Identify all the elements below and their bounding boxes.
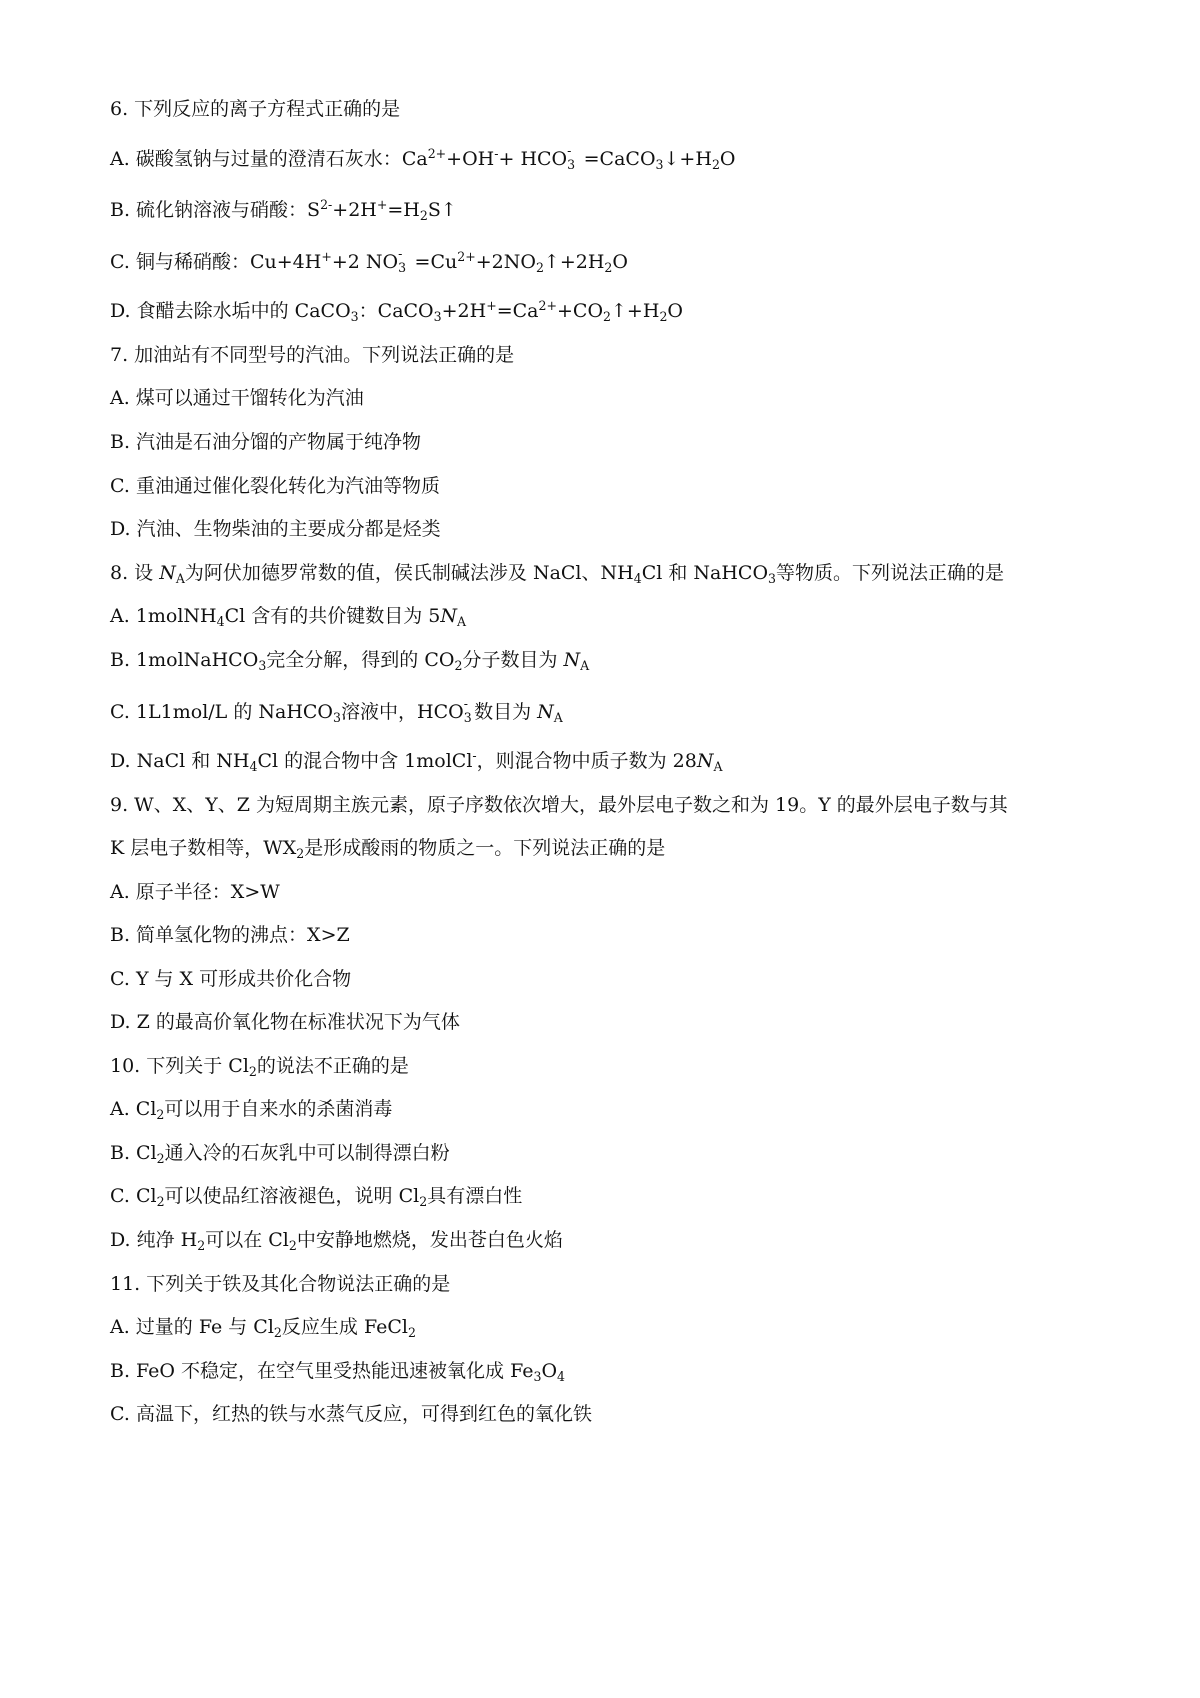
q7-b-text: B. 汽油是石油分馏的产物属于纯净物 [110, 431, 422, 453]
question-8-option-b [110, 648, 589, 672]
eq-sub: 2 [419, 207, 428, 223]
eq-part: =H [387, 199, 420, 221]
eq-sub: 2 [711, 156, 720, 172]
question-10-option-a [110, 1097, 392, 1121]
q8-stem-part: Cl 和 NaHCO [641, 562, 769, 584]
question-9-stem-line1 [110, 793, 1008, 817]
question-8-option-d [110, 749, 723, 773]
eq-part: +CO [556, 300, 604, 322]
question-11-option-a [110, 1315, 416, 1339]
eq-sup: - [398, 246, 403, 262]
eq-sup: - [567, 143, 572, 159]
q11-a-part: 反应生成 FeCl [281, 1316, 408, 1338]
question-10-option-b [110, 1141, 450, 1165]
eq-sub: 4 [216, 613, 225, 629]
eq-sup: + [321, 249, 332, 265]
avogadro-symbol: N [440, 605, 458, 627]
eq-part: +OH [446, 148, 495, 170]
eq-sup: 2+ [427, 146, 447, 162]
q6-b-equation [307, 199, 457, 221]
eq-sub: 2 [156, 1106, 165, 1122]
q6-a-equation [401, 143, 736, 172]
question-10-stem [110, 1054, 409, 1078]
q8-b-part: B. 1molNaHCO [110, 649, 259, 671]
q9-a-text: A. 原子半径：X>W [110, 881, 280, 903]
q10-d-part: 中安静地燃烧，发出苍白色火焰 [296, 1229, 563, 1251]
eq-sub: 3 [463, 709, 472, 725]
q6-d-label: D. 食醋去除水垢中的 CaCO [110, 300, 351, 322]
q8-stem-part: 为阿伏加德罗常数的值，侯氏制碱法涉及 NaCl、NH [184, 562, 634, 584]
q6-stem-text: 6. 下列反应的离子方程式正确的是 [110, 98, 401, 120]
eq-part: S [307, 199, 321, 221]
eq-part: =Ca [496, 300, 539, 322]
q10-stem-part: 的说法不正确的是 [256, 1055, 409, 1077]
eq-sub: 3 [533, 1368, 542, 1384]
question-9-option-a [110, 880, 280, 904]
q9-c-text: C. Y 与 X 可形成共价化合物 [110, 968, 352, 990]
question-10-option-c [110, 1184, 522, 1208]
eq-part: ↓+H [663, 148, 712, 170]
eq-sub: 2 [419, 1193, 428, 1209]
eq-sup: + [486, 298, 497, 314]
q11-stem-text: 11. 下列关于铁及其化合物说法正确的是 [110, 1273, 451, 1295]
question-7-stem [110, 343, 514, 367]
eq-sup: 2+ [457, 249, 476, 265]
eq-sub: A [713, 758, 723, 774]
question-11-stem [110, 1272, 450, 1296]
eq-sub: 2 [288, 1237, 297, 1253]
q9-stem-part: 是形成酸雨的物质之一。下列说法正确的是 [304, 837, 666, 859]
eq-part: O [612, 251, 628, 273]
eq-sub: 3 [333, 709, 341, 725]
question-8-stem [110, 561, 1004, 585]
eq-sub: 2 [156, 1193, 165, 1209]
q8-c-part: 溶液中， [340, 701, 417, 723]
question-6-stem [110, 97, 400, 121]
eq-sub: 4 [633, 570, 642, 586]
eq-part: +2NO [475, 251, 536, 273]
eq-sub: 2 [407, 1324, 416, 1340]
q6-c-label: C. 铜与稀硝酸： [110, 251, 250, 273]
avogadro-symbol: N [696, 750, 714, 772]
q8-d-part: D. NaCl 和 NH [110, 750, 250, 772]
eq-sub: 3 [567, 156, 576, 172]
eq-part: +2 NO [331, 251, 399, 273]
q10-a-part: A. Cl [110, 1098, 157, 1120]
eq-stack [463, 696, 474, 725]
eq-part: +2H [441, 300, 487, 322]
q10-c-part: C. Cl [110, 1185, 157, 1207]
eq-part: =Cu [408, 251, 458, 273]
eq-part: O [719, 148, 736, 170]
question-6-option-a [110, 143, 736, 172]
eq-sup: 2+ [538, 298, 557, 314]
q9-b-text: B. 简单氢化物的沸点：X>Z [110, 924, 350, 946]
eq-sub: 3 [655, 156, 664, 172]
eq-sub: 2 [296, 845, 305, 861]
eq-sub: 2 [603, 308, 612, 324]
q8-a-part: Cl 含有的共价键数目为 5 [224, 605, 441, 627]
q9-d-text: D. Z 的最高价氧化物在标准状况下为气体 [110, 1011, 460, 1033]
q10-stem-part: 10. 下列关于 Cl [110, 1055, 249, 1077]
q6-d-equation [378, 300, 683, 322]
eq-sub: A [580, 657, 590, 673]
q11-a-part: A. 过量的 Fe 与 Cl [110, 1316, 274, 1338]
eq-part: CaCO [377, 300, 434, 322]
avogadro-symbol: N [563, 649, 581, 671]
question-11-option-c [110, 1402, 592, 1426]
question-7-option-d [110, 517, 441, 541]
q7-d-text: D. 汽油、生物柴油的主要成分都是烃类 [110, 518, 441, 540]
eq-sub: A [457, 613, 467, 629]
q8-d-part: Cl 的混合物中含 1molCl [257, 750, 473, 772]
eq-sup: - [472, 748, 477, 764]
eq-sup: - [463, 696, 468, 712]
q7-c-text: C. 重油通过催化裂化转化为汽油等物质 [110, 475, 440, 497]
avogadro-symbol: N [159, 562, 176, 584]
question-9-option-b [110, 923, 350, 947]
eq-part: Cu+4H [249, 251, 322, 273]
eq-sub: 2 [659, 308, 668, 324]
question-8-option-c [110, 696, 563, 725]
q9-stem-text: 9. W、X、Y、Z 为短周期主族元素，原子序数依次增大，最外层电子数之和为 19。Y 的最外层电子数与其 [110, 794, 1008, 816]
q6-a-label: A. 碳酸氢钠与过量的澄清石灰水： [110, 148, 402, 170]
eq-stack [398, 246, 408, 275]
q10-a-part: 可以用于自来水的杀菌消毒 [164, 1098, 393, 1120]
eq-part: +2H [332, 199, 377, 221]
q7-stem-text: 7. 加油站有不同型号的汽油。下列说法正确的是 [110, 344, 515, 366]
eq-sub: 3 [350, 308, 359, 324]
eq-sup: - [494, 146, 499, 162]
q10-c-part: 具有漂白性 [427, 1185, 523, 1207]
eq-part: + HCO [498, 148, 568, 170]
eq-part: ↑+H [611, 300, 660, 322]
q6-c-equation [249, 246, 628, 275]
eq-sub: 2 [454, 657, 463, 673]
q10-d-part: D. 纯净 H [110, 1229, 198, 1251]
q10-b-part: 通入冷的石灰乳中可以制得漂白粉 [164, 1142, 450, 1164]
q8-d-part: ，则混合物中质子数为 28 [476, 750, 697, 772]
eq-sub: 2 [535, 259, 544, 275]
question-9-option-d [110, 1010, 460, 1034]
eq-sub: 2 [248, 1063, 257, 1079]
question-9-option-c [110, 967, 351, 991]
question-6-option-d [110, 299, 683, 323]
eq-part: ↑+2H [543, 251, 605, 273]
question-11-option-b [110, 1359, 565, 1383]
eq-sup: + [376, 197, 388, 213]
q8-c-part: C. 1L1mol/L 的 NaHCO [110, 701, 333, 723]
eq-sub: 2 [604, 259, 613, 275]
q8-b-part: 完全分解，得到的 CO [266, 649, 455, 671]
q8-b-part: 分子数目为 [462, 649, 564, 671]
question-8-option-a [110, 604, 466, 628]
question-7-option-c [110, 474, 440, 498]
eq-sub: 3 [433, 308, 442, 324]
eq-sub: 2 [156, 1150, 165, 1166]
q10-b-part: B. Cl [110, 1142, 157, 1164]
question-6-option-c [110, 246, 628, 275]
q8-stem-part: 等物质。下列说法正确的是 [776, 562, 1005, 584]
q9-stem-part: K 层电子数相等，WX [110, 837, 297, 859]
eq-sub: 3 [398, 259, 407, 275]
eq-sub: A [553, 709, 563, 725]
q7-a-text: A. 煤可以通过干馏转化为汽油 [110, 387, 364, 409]
q8-a-part: A. 1molNH [110, 605, 217, 627]
eq-part: O [667, 300, 683, 322]
q10-c-part: 可以使品红溶液褪色，说明 Cl [164, 1185, 420, 1207]
q11-b-part: O [541, 1360, 558, 1382]
q11-b-part: B. FeO 不稳定，在空气里受热能迅速被氧化成 Fe [110, 1360, 534, 1382]
q10-d-part: 可以在 Cl [205, 1229, 289, 1251]
eq-sub: 3 [768, 570, 777, 586]
q8-stem-part: 8. 设 [110, 562, 160, 584]
eq-part: =CaCO [577, 148, 656, 170]
eq-part: S↑ [427, 199, 457, 221]
eq-sub: 3 [258, 657, 267, 673]
eq-sub: 2 [273, 1324, 282, 1340]
eq-part: Ca [401, 148, 428, 170]
q11-c-text: C. 高温下，红热的铁与水蒸气反应，可得到红色的氧化铁 [110, 1403, 592, 1425]
question-9-stem-line2 [110, 836, 665, 860]
eq-stack [567, 143, 577, 172]
q6-d-colon: ： [358, 300, 378, 322]
question-7-option-a [110, 386, 364, 410]
q6-b-label: B. 硫化钠溶液与硝酸： [110, 199, 308, 221]
question-7-option-b [110, 430, 421, 454]
eq-part: HCO [417, 701, 464, 723]
q8-c-part: 数目为 [474, 701, 538, 723]
eq-sub: 4 [557, 1368, 566, 1384]
question-6-option-b [110, 198, 457, 222]
question-10-option-d [110, 1228, 563, 1252]
avogadro-symbol: N [537, 701, 554, 723]
eq-sup: 2- [320, 197, 333, 213]
eq-sub: A [175, 570, 185, 586]
eq-sub: 4 [249, 758, 258, 774]
eq-sub: 2 [197, 1237, 206, 1253]
